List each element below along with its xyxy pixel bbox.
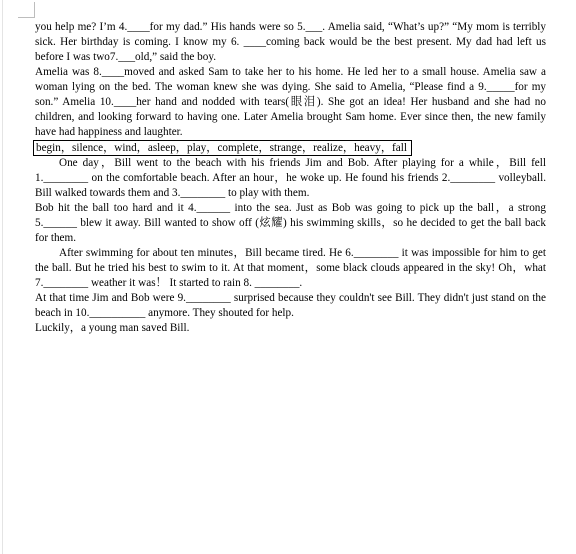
- margin-corner-mark: [18, 17, 34, 18]
- passage2-paragraph-4: At that time Jim and Bob were 9.________ surprised because they couldn't see Bill. They didn't just stand on the beach in 10.__________ anymore. They shouted for help.: [35, 292, 546, 319]
- passage1-paragraph-1: you help me? I’m 4.____for my dad.” His hands were so 5.___. Amelia said, “What’s up?” “My mom is terribly sick. Her birthday is coming. I know my 6. ____coming back would be the best present. My dad had left us before I was two7.___old,” said the boy.: [35, 21, 546, 63]
- document-body: [35, 20, 546, 336]
- word-bank-box: [35, 140, 546, 156]
- page-left-edge: [2, 0, 3, 554]
- margin-corner-mark: [34, 2, 35, 18]
- passage2-paragraph-1: One day，Bill went to the beach with his friends Jim and Bob. After playing for a while，Bill fell 1.________ on the comfortable beach. After an hour，he woke up. He found his friends 2.________ volleyball. Bill walked towards them and 3.________ to play with them.: [35, 157, 546, 199]
- passage2-paragraph-5: Luckily，a young man saved Bill.: [35, 322, 190, 334]
- passage2-paragraph-2: Bob hit the ball too hard and it 4.______ into the sea. Just as Bob was going to pick up the ball，a strong 5.______ blew it away. Bill wanted to show off (炫耀) his swimming skills，so he decided to get the ball back for them.: [35, 202, 546, 244]
- passage2-paragraph-3: After swimming for about ten minutes，Bill became tired. He 6.________ it was impossible for him to get the ball. But he tried his best to swim to it. At that moment，some black clouds appeared in the sky! Oh，what 7.________ weather it was！ It started to rain 8. ________.: [35, 247, 546, 289]
- word-bank: begin，silence，wind，asleep，play，complete，strange，realize，heavy，fall: [33, 140, 412, 156]
- passage1-paragraph-2: Amelia was 8.____moved and asked Sam to take her to his home. He led her to a small house. Amelia saw a woman lying on the bed. The woman knew she was dying. She said to Amelia, “Please find a 9._____for my son.” Amelia 10.____her hand and nodded with tears(眼泪). She got an idea! Her husband and she had no children, and looking forward to having one. Later Amelia brought Sam home. Ever since then, the new family have had happiness and laughter.: [35, 66, 546, 138]
